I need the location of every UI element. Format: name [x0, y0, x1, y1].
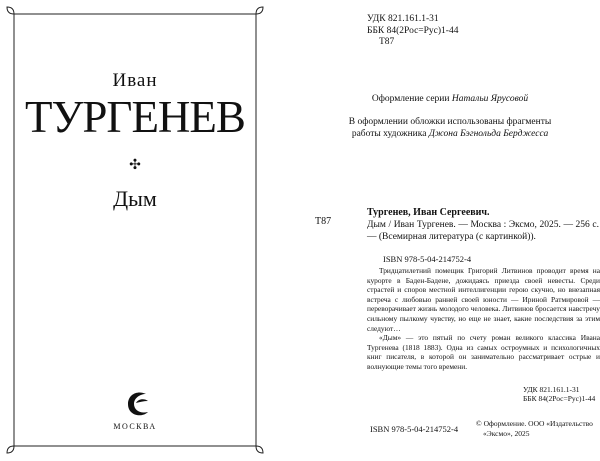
bottom-udk: УДК 821.161.1-31	[523, 385, 580, 394]
publisher-logo-icon	[124, 388, 152, 418]
cover-credit	[300, 116, 600, 140]
author-first-name: Иван	[112, 70, 158, 91]
annotation	[367, 266, 600, 372]
catalog-heading: Тургенев, Иван Сергеевич.	[367, 207, 490, 218]
bbk-code: ББК 84(2Рос=Рус)1-44	[367, 25, 459, 36]
cover-credit-prefix: работы художника	[351, 129, 429, 139]
cover-credit-name: Джона Бэгнольда Берджесса	[428, 129, 549, 139]
author-mark: Т87	[379, 37, 395, 47]
copyright	[476, 419, 593, 439]
udk-code: УДК 821.161.1-31	[367, 14, 439, 24]
book-title: Дым	[113, 186, 157, 211]
bottom-bbk: ББК 84(2Рос=Рус)1-44	[523, 394, 596, 403]
copyright-line2: «Эксмо», 2025	[483, 429, 530, 438]
design-credit	[300, 94, 600, 104]
design-credit-name: Натальи Ярусовой	[451, 94, 529, 104]
bottom-classification	[523, 385, 595, 403]
imprint-page	[300, 0, 600, 461]
cover-credit-line1: В оформлении обложки использованы фрагменты	[348, 117, 552, 127]
design-credit-prefix: Оформление серии	[371, 94, 452, 104]
catalog-isbn: ISBN 978-5-04-214752-4	[383, 254, 472, 264]
copyright-line1: © Оформление. ООО «Издательство	[476, 419, 593, 428]
ornament-icon: ✣	[129, 158, 141, 173]
annotation-paragraph: Тридцатилетний помещик Григорий Литвинов проводит время на курорте в Баден-Бадене, дожидаясь приезда своей невесты. Среди страстей и споров местной интеллигенции герою скучно, но внезапная встреча с любовью ранней своей юности — Ириной Ратмировой — переворачивает жизнь молодого человека. Литвинов бросается навстречу сильному пылкому чувству, но еще не знает, какие последствия за этим следуют…	[367, 266, 600, 333]
author-last-name: ТУРГЕНЕВ	[25, 92, 245, 142]
annotation-paragraph: «Дым» — это пятый по счету роман великого классика Ивана Тургенева (1818 1883). Одна из самых остроумных и психологичных книг писателя, в которой он занимательно рассматривает острые и волнующие темы того времени.	[367, 333, 600, 371]
publisher-city: МОСКВА	[113, 422, 157, 431]
bottom-isbn: ISBN 978-5-04-214752-4	[370, 424, 459, 434]
classification-block	[367, 14, 458, 49]
catalog-description: Дым / Иван Тургенев. — Москва : Эксмо, 2025. — 256 с. — (Всемирная литература (с картинкой)).	[367, 220, 599, 242]
catalog-code: Т87	[315, 216, 332, 227]
